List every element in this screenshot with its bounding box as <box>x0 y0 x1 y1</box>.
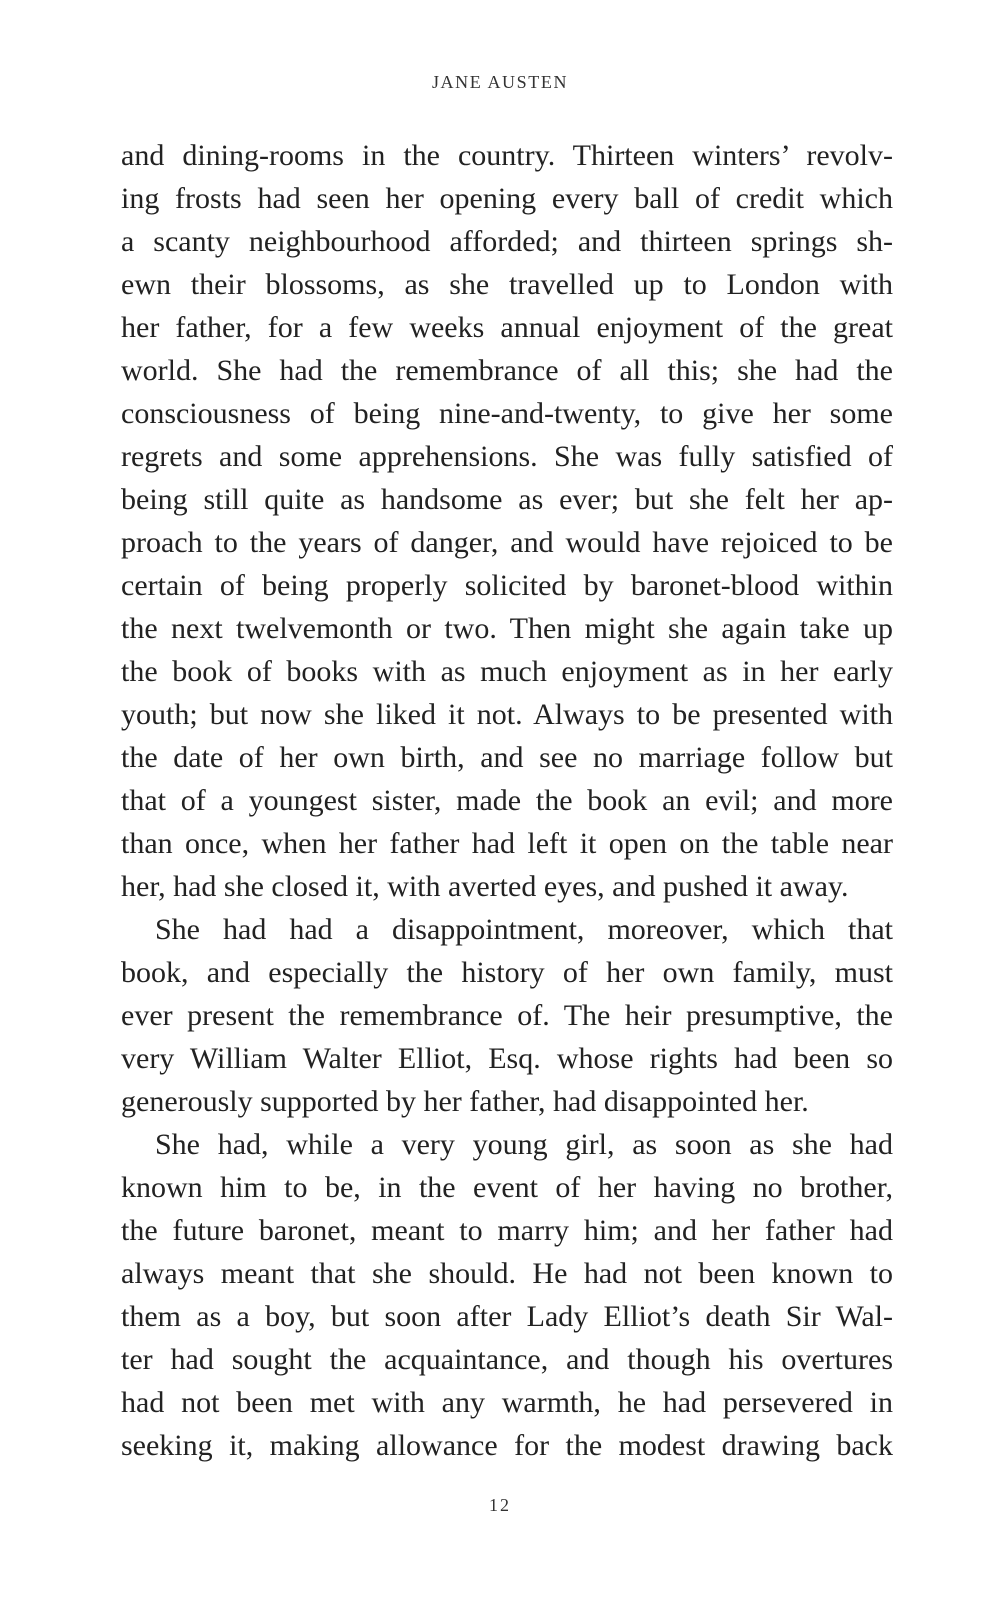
text-line: always meant that she should. He had not been known to <box>121 1257 893 1290</box>
text-line: ever present the remembrance of. The heir presumptive, the <box>121 999 893 1032</box>
text-line: her father, for a few weeks annual enjoyment of the great <box>121 311 893 344</box>
text-line: known him to be, in the event of her having no brother, <box>121 1171 893 1204</box>
text-line: proach to the years of danger, and would have rejoiced to be <box>121 526 893 559</box>
body-text <box>121 134 893 1467</box>
text-line: a scanty neighbourhood afforded; and thirteen springs sh- <box>121 225 893 258</box>
text-line: world. She had the remembrance of all this; she had the <box>121 354 893 387</box>
text-line: the future baronet, meant to marry him; and her father had <box>121 1214 893 1247</box>
text-line: her, had she closed it, with averted eyes, and pushed it away. <box>121 870 849 903</box>
text-line: generously supported by her father, had disappointed her. <box>121 1085 809 1118</box>
text-line: than once, when her father had left it open on the table near <box>121 827 893 860</box>
text-line: seeking it, making allowance for the modest drawing back <box>121 1429 893 1462</box>
text-line: had not been met with any warmth, he had persevered in <box>121 1386 893 1419</box>
text-line: the book of books with as much enjoyment as in her early <box>121 655 893 688</box>
text-line: consciousness of being nine-and-twenty, to give her some <box>121 397 893 430</box>
text-line: ing frosts had seen her opening every ball of credit which <box>121 182 893 215</box>
text-line: the next twelvemonth or two. Then might she again take up <box>121 612 893 645</box>
text-line: She had had a disappointment, moreover, which that <box>155 913 893 946</box>
text-line: ewn their blossoms, as she travelled up to London with <box>121 268 893 301</box>
text-line: youth; but now she liked it not. Always to be presented with <box>121 698 893 731</box>
text-line: regrets and some apprehensions. She was fully satisfied of <box>121 440 893 473</box>
text-line: and dining-rooms in the country. Thirteen winters’ revolv- <box>121 139 893 172</box>
text-line: being still quite as handsome as ever; but she felt her ap- <box>121 483 893 516</box>
text-line: certain of being properly solicited by baronet-blood within <box>121 569 893 602</box>
text-line: ter had sought the acquaintance, and though his overtures <box>121 1343 893 1376</box>
running-head: JANE AUSTEN <box>431 72 569 92</box>
text-line: them as a boy, but soon after Lady Elliot’s death Sir Wal- <box>121 1300 893 1333</box>
text-line: book, and especially the history of her own family, must <box>121 956 893 989</box>
text-line: very William Walter Elliot, Esq. whose rights had been so <box>121 1042 893 1075</box>
text-line: that of a youngest sister, made the book an evil; and more <box>121 784 893 817</box>
text-line: the date of her own birth, and see no marriage follow but <box>121 741 893 774</box>
text-line: She had, while a very young girl, as soon as she had <box>155 1128 893 1161</box>
page-number: 12 <box>489 1495 511 1515</box>
